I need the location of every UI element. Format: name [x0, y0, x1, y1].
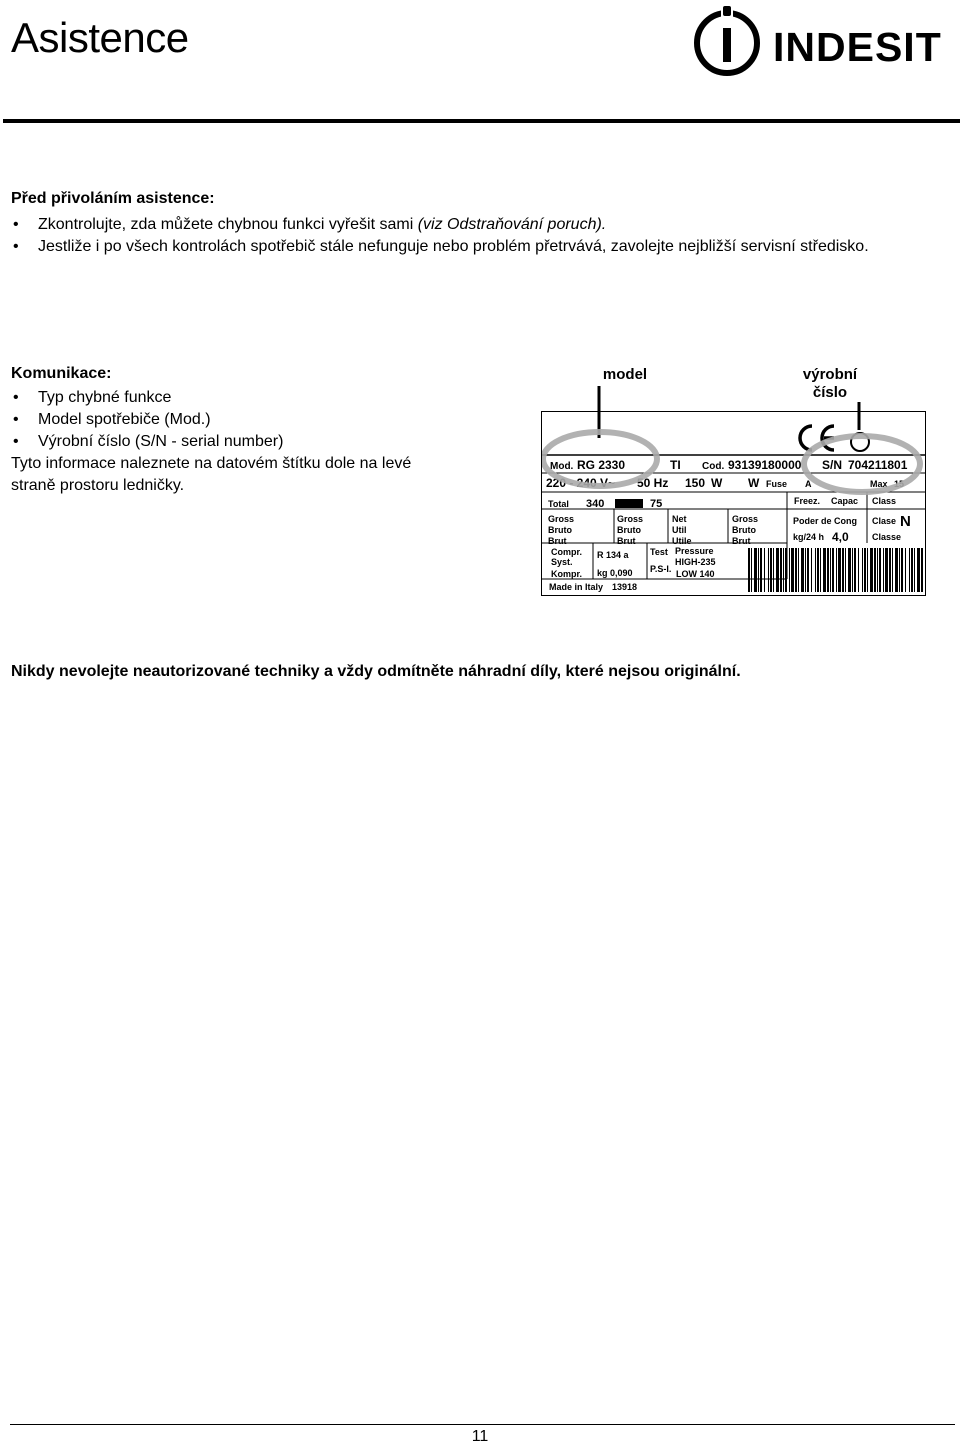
plate-compr: Compr. — [551, 547, 583, 557]
list-item: • Výrobní číslo (S/N - serial number) — [11, 431, 441, 453]
plate-net: Net — [672, 514, 687, 524]
item-text: Zkontrolujte, zda můžete chybnou funkci vyřešit sami — [38, 216, 418, 233]
plate-mod: Mod. — [550, 461, 574, 472]
list-item: • Typ chybné funkce — [11, 387, 441, 409]
plate-watt: 150 — [685, 476, 706, 490]
plate-total: Total — [548, 499, 569, 509]
communication-note: Tyto informace naleznete na datovém štítku dole na levé straně prostoru ledničky. — [11, 455, 412, 494]
plate-kg24: kg/24 h — [793, 532, 825, 542]
plate-bruto2: Bruto — [617, 525, 641, 535]
plate-fuse: Fuse — [766, 479, 788, 489]
communication-heading: Komunikace: — [11, 365, 112, 382]
plate-made-num: 13918 — [612, 582, 638, 592]
plate-amp: A — [805, 479, 812, 489]
plate-hz: 50 Hz — [637, 476, 669, 490]
plate-bruto3: Bruto — [732, 525, 756, 535]
plate-kg: kg 0,090 — [597, 568, 633, 578]
plate-clase: Clase — [872, 516, 897, 526]
plate-gross1: Gross — [548, 514, 575, 524]
plate-w2: W — [748, 476, 760, 490]
item-italic-reference: (viz Odstraňování poruch). — [417, 216, 607, 233]
plate-poder: Poder de Cong — [793, 516, 858, 526]
plate-w1: W — [711, 476, 723, 490]
footer-rule — [10, 1424, 955, 1425]
plate-max-value: 15 — [894, 479, 905, 489]
plate-low: LOW 140 — [676, 569, 715, 579]
plate-cod: Cod. — [702, 461, 725, 472]
list-item: • Jestliže i po všech kontrolách spotřebič stále nefunguje nebo problém přetrvává, zavolejte nejbližší servisní středisko. — [11, 236, 911, 258]
barcode-icon — [748, 548, 923, 592]
page-title: Asistence — [11, 14, 189, 61]
plate-r134: R 134 a — [597, 550, 629, 560]
plate-gross2: Gross — [617, 514, 644, 524]
plate-made: Made in Italy — [549, 582, 604, 592]
plate-brut2: Brut — [617, 536, 636, 546]
plate-total-value: 340 — [586, 498, 605, 510]
plate-mod-value: RG 2330 — [577, 458, 626, 472]
plate-clase-value: N — [900, 513, 911, 530]
label-line: číslo — [812, 384, 848, 401]
plate-brut1: Brut — [548, 536, 567, 546]
warning-note: Nikdy nevolejte neautorizované techniky a vždy odmítněte náhradní díly, které nejsou originální. — [11, 663, 741, 680]
plate-psi: P.S-I. — [650, 564, 672, 574]
plate-kompr: Kompr. — [551, 569, 583, 579]
plate-max: Max — [870, 479, 888, 489]
plate-75: 75 — [650, 498, 663, 510]
plate-capac: Capac — [831, 496, 859, 506]
plate-class: Class — [872, 496, 897, 506]
indesit-logo-text: INDESIT — [773, 24, 942, 70]
list-item: • Model spotřebiče (Mod.) — [11, 409, 441, 431]
plate-syst: Syst. — [551, 557, 573, 567]
plate-test: Test — [650, 547, 668, 557]
plate-brut3: Brut — [732, 536, 751, 546]
star-rating-icon — [615, 499, 643, 508]
plate-label-model: model — [602, 366, 648, 383]
plate-voltage: 220 - 240 V~ — [546, 476, 616, 490]
plate-classe: Classe — [872, 532, 902, 542]
plate-kg24-value: 4,0 — [832, 530, 849, 544]
plate-freez: Freez. — [794, 496, 821, 506]
rating-plate — [541, 411, 926, 596]
page-number: 11 — [471, 1428, 489, 1445]
plate-gross3: Gross — [732, 514, 759, 524]
plate-high: HIGH-235 — [675, 557, 716, 567]
label-line: výrobní — [802, 366, 858, 383]
plate-utile: Utile — [672, 536, 692, 546]
before-call-heading: Před přivoláním asistence: — [11, 190, 215, 207]
plate-pressure: Pressure — [675, 546, 714, 556]
plate-sn: S/N — [822, 458, 843, 472]
plate-cod-value: 93139180000 — [728, 458, 802, 472]
plate-bruto1: Bruto — [548, 525, 572, 535]
plate-util: Util — [672, 525, 687, 535]
plate-sn-value: 704211801 — [848, 458, 908, 472]
plate-ti: TI — [670, 458, 681, 472]
